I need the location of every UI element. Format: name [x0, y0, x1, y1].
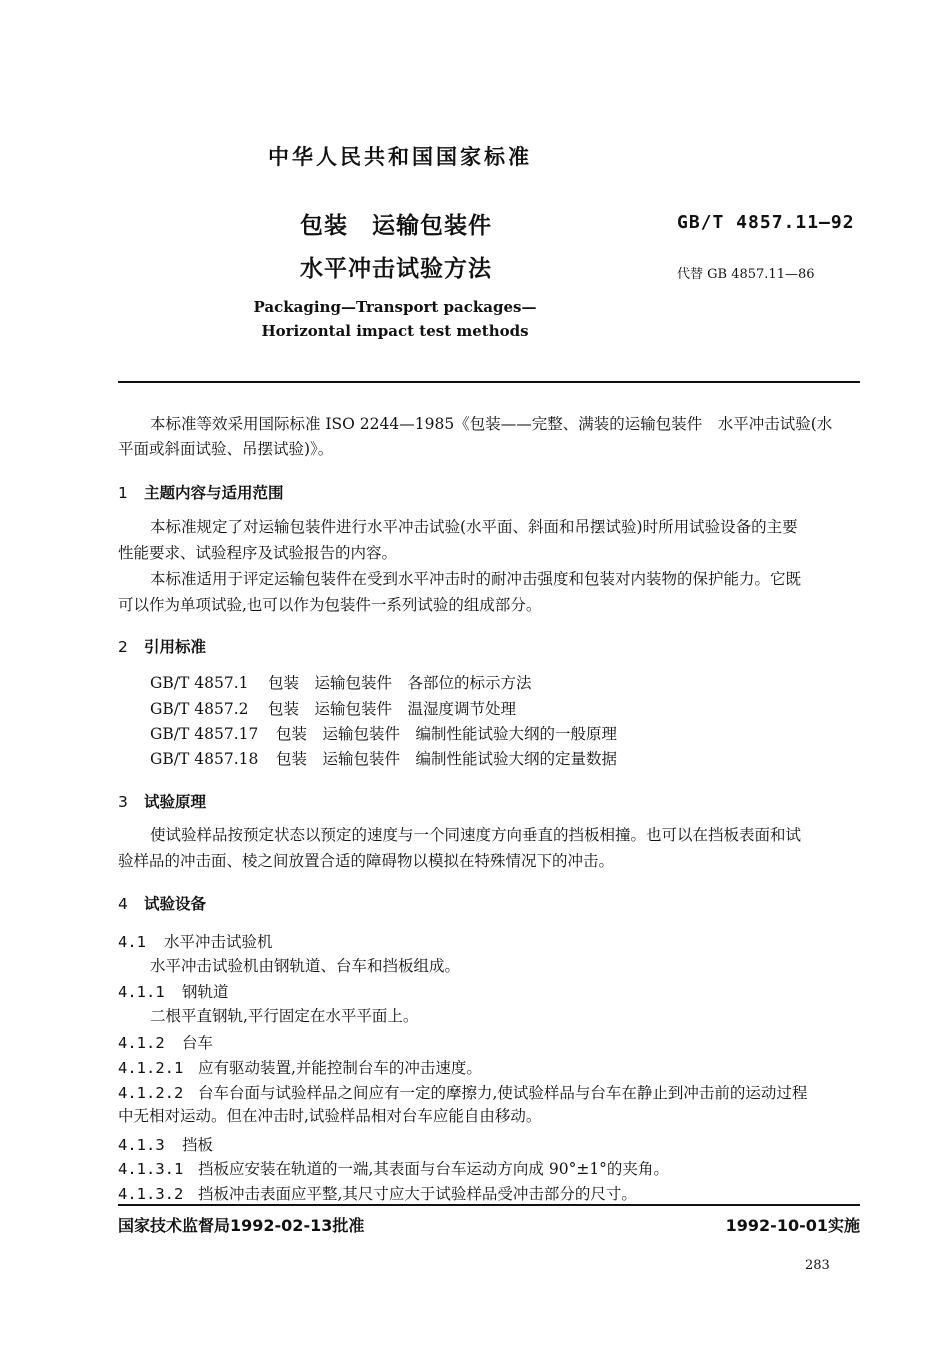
- reference-code: GB/T 4857.18: [150, 750, 259, 768]
- clause-number: 4.1.2.1: [118, 1059, 184, 1077]
- clause-number: 4.1.3: [118, 1136, 165, 1154]
- clause-4-1-2-2: [118, 1081, 807, 1103]
- section-number: 4: [118, 895, 128, 913]
- section-4-heading: [118, 892, 206, 914]
- reference-title: 包装 运输包装件 温湿度调节处理: [268, 700, 517, 718]
- clause-text: 挡板: [182, 1136, 214, 1154]
- clause-4-1-3: [118, 1133, 213, 1155]
- clause-text: 挡板应安装在轨道的一端,其表面与台车运动方向成 90°±1°的夹角。: [198, 1160, 669, 1178]
- clause-text: 水平冲击试验机: [164, 933, 273, 951]
- reference-code: GB/T 4857.17: [150, 725, 259, 743]
- section-3-line-2: 验样品的冲击面、棱之间放置合适的障碍物以模拟在特殊情况下的冲击。: [118, 852, 615, 870]
- effective-date: 1992-10-01实施: [725, 1216, 860, 1235]
- section-2-heading: [118, 635, 206, 657]
- section-1-heading: [118, 481, 284, 503]
- section-number: 1: [118, 484, 128, 502]
- reference-item: [150, 747, 617, 769]
- clause-number: 4.1.3.1: [118, 1160, 184, 1178]
- reference-title: 包装 运输包装件 编制性能试验大纲的一般原理: [276, 725, 618, 743]
- clause-4-1-text: 水平冲击试验机由钢轨道、台车和挡板组成。: [150, 957, 461, 975]
- reference-title: 包装 运输包装件 编制性能试验大纲的定量数据: [276, 750, 618, 768]
- section-title: 试验设备: [144, 895, 207, 913]
- page-number: 283: [805, 1258, 830, 1273]
- section-1-paragraph-1-line-1: 本标准规定了对运输包装件进行水平冲击试验(水平面、斜面和吊摆试验)时所用试验设备的主要: [150, 518, 798, 536]
- clause-4-1: [118, 930, 273, 952]
- section-title: 主题内容与适用范围: [144, 484, 284, 502]
- national-standard-heading: 中华人民共和国国家标准: [268, 145, 532, 169]
- english-title-line-2: Horizontal impact test methods: [261, 322, 529, 340]
- clause-4-1-2-2-continued: 中无相对运动。但在冲击时,试验样品相对台车应能自由移动。: [118, 1107, 542, 1125]
- clause-text: 台车: [182, 1034, 214, 1052]
- clause-number: 4.1.2.2: [118, 1084, 184, 1102]
- clause-4-1-2-1: [118, 1056, 482, 1078]
- clause-4-1-3-2: [118, 1182, 637, 1204]
- clause-number: 4.1.1: [118, 983, 165, 1001]
- title-line-1: 包装 运输包装件: [300, 213, 492, 239]
- clause-text: 台车台面与试验样品之间应有一定的摩擦力,使试验样品与台车在静止到冲击前的运动过程: [198, 1084, 808, 1102]
- section-title: 引用标准: [144, 638, 207, 656]
- english-title-line-1: Packaging—Transport packages—: [253, 298, 537, 316]
- footer-rule: [118, 1204, 860, 1206]
- reference-item: [150, 697, 516, 719]
- standard-number: GB/T 4857.11—92: [677, 212, 855, 233]
- header-rule: [118, 381, 860, 383]
- section-3-line-1: 使试验样品按预定状态以预定的速度与一个同速度方向垂直的挡板相撞。也可以在挡板表面和试: [150, 826, 802, 844]
- clause-4-1-1: [118, 980, 229, 1002]
- reference-item: [150, 671, 532, 693]
- clause-number: 4.1: [118, 933, 146, 951]
- section-1-paragraph-1-line-2: 性能要求、试验程序及试验报告的内容。: [118, 544, 398, 562]
- clause-4-1-1-text: 二根平直钢轨,平行固定在水平平面上。: [150, 1007, 419, 1025]
- reference-item: [150, 722, 617, 744]
- reference-code: GB/T 4857.2: [150, 700, 249, 718]
- clause-text: 挡板冲击表面应平整,其尺寸应大于试验样品受冲击部分的尺寸。: [198, 1185, 637, 1203]
- section-number: 2: [118, 638, 128, 656]
- intro-line-1: 本标准等效采用国际标准 ISO 2244—1985《包装——完整、满装的运输包装件 水平冲击试验(水: [150, 415, 833, 433]
- clause-text: 钢轨道: [182, 983, 229, 1001]
- section-1-paragraph-2-line-2: 可以作为单项试验,也可以作为包装件一系列试验的组成部分。: [118, 596, 542, 614]
- section-title: 试验原理: [144, 793, 207, 811]
- clause-4-1-3-1: [118, 1157, 669, 1179]
- replaces-standard: 代替 GB 4857.11—86: [677, 267, 815, 282]
- clause-text: 应有驱动装置,并能控制台车的冲击速度。: [198, 1059, 482, 1077]
- clause-4-1-2: [118, 1031, 213, 1053]
- clause-number: 4.1.2: [118, 1034, 165, 1052]
- reference-title: 包装 运输包装件 各部位的标示方法: [268, 674, 532, 692]
- approval-date: 国家技术监督局1992-02-13批准: [118, 1216, 365, 1235]
- section-3-heading: [118, 790, 206, 812]
- title-line-2: 水平冲击试验方法: [300, 256, 492, 282]
- reference-code: GB/T 4857.1: [150, 674, 249, 692]
- section-number: 3: [118, 793, 128, 811]
- clause-number: 4.1.3.2: [118, 1185, 184, 1203]
- intro-line-2: 平面或斜面试验、吊摆试验)》。: [118, 440, 334, 458]
- section-1-paragraph-2-line-1: 本标准适用于评定运输包装件在受到水平冲击时的耐冲击强度和包装对内装物的保护能力。它既: [150, 570, 802, 588]
